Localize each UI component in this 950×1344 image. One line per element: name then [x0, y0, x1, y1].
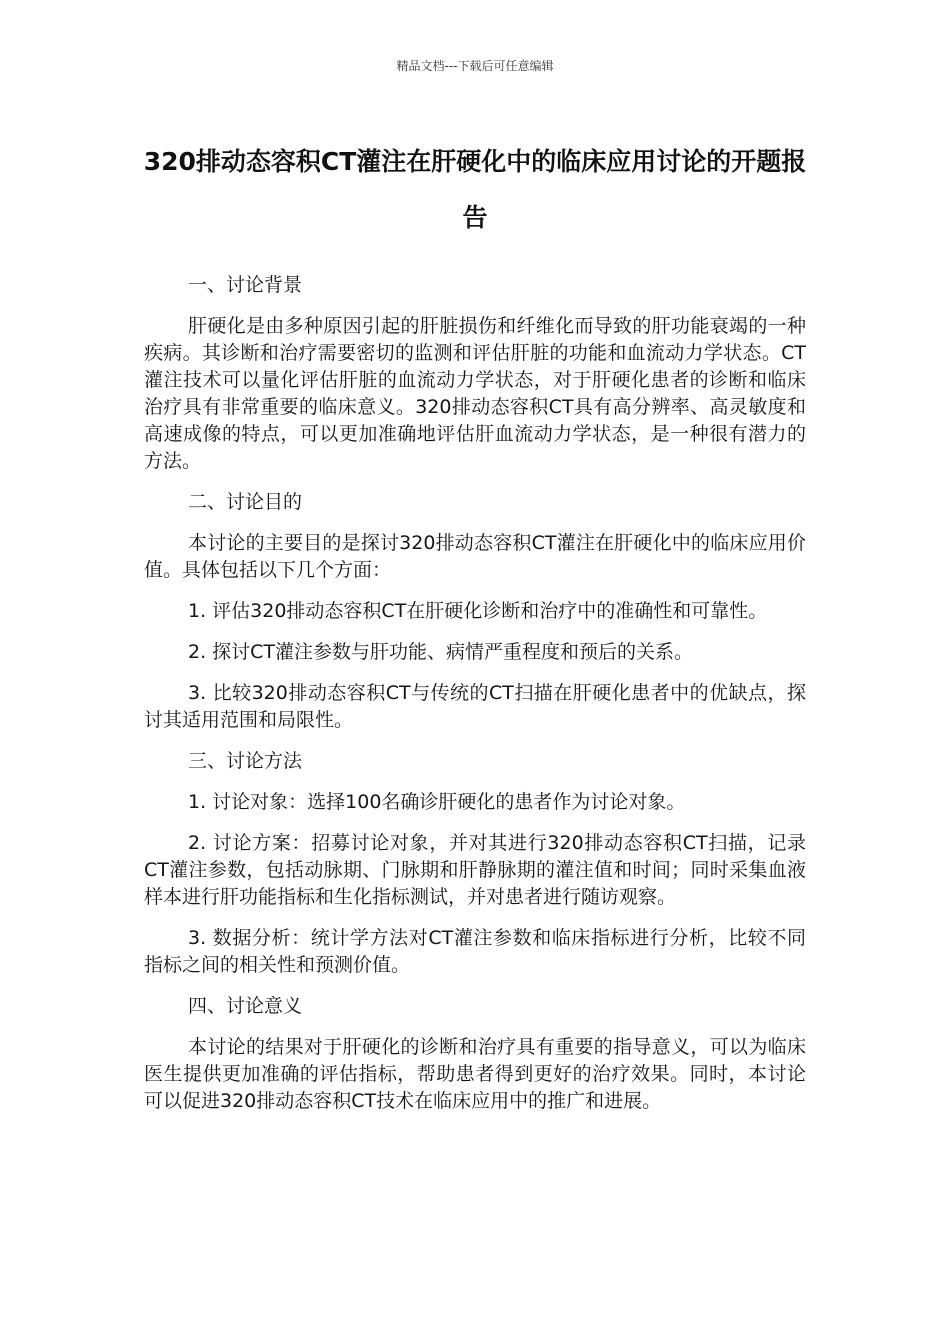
methods-item-3: 3. 数据分析：统计学方法对CT灌注参数和临床指标进行分析，比较不同指标之间的相关性和预测价值。 — [144, 927, 806, 976]
section-heading-purpose: 二、讨论目的 — [188, 491, 303, 513]
methods-item-2: 2. 讨论方案：招募讨论对象，并对其进行320排动态容积CT扫描，记录CT灌注参数，包括动脉期、门脉期和肝静脉期的灌注值和时间；同时采集血液样本进行肝功能指标和生化指标测试，并对患者进行随访观察。 — [144, 832, 806, 908]
section-heading-methods: 三、讨论方法 — [188, 750, 303, 772]
purpose-item-2: 2. 探讨CT灌注参数与肝功能、病情严重程度和预后的关系。 — [188, 641, 694, 663]
document-body — [144, 272, 806, 1129]
methods-item-1: 1. 讨论对象：选择100名确诊肝硬化的患者作为讨论对象。 — [188, 791, 686, 813]
header-note: 精品文档---下载后可任意编辑 — [396, 59, 554, 73]
section-heading-background: 一、讨论背景 — [188, 274, 303, 296]
purpose-item-3: 3. 比较320排动态容积CT与传统的CT扫描在肝硬化患者中的优缺点，探讨其适用范围和局限性。 — [144, 682, 806, 731]
purpose-intro-paragraph: 本讨论的主要目的是探讨320排动态容积CT灌注在肝硬化中的临床应用价值。具体包括以下几个方面： — [144, 532, 806, 581]
background-paragraph: 肝硬化是由多种原因引起的肝脏损伤和纤维化而导致的肝功能衰竭的一种疾病。其诊断和治疗需要密切的监测和评估肝脏的功能和血流动力学状态。CT灌注技术可以量化评估肝脏的血流动力学状态，对于肝硬化患者的诊断和临床治疗具有非常重要的临床意义。320排动态容积CT具有高分辨率、高灵敏度和高速成像的特点，可以更加准确地评估肝血流动力学状态，是一种很有潜力的方法。 — [144, 315, 806, 472]
significance-paragraph: 本讨论的结果对于肝硬化的诊断和治疗具有重要的指导意义，可以为临床医生提供更加准确的评估指标，帮助患者得到更好的治疗效果。同时，本讨论可以促进320排动态容积CT技术在临床应用中的推广和进展。 — [144, 1036, 806, 1112]
section-heading-significance: 四、讨论意义 — [188, 995, 303, 1017]
purpose-item-1: 1. 评估320排动态容积CT在肝硬化诊断和治疗中的准确性和可靠性。 — [188, 600, 768, 622]
document-title: 320排动态容积CT灌注在肝硬化中的临床应用讨论的开题报告 — [143, 147, 807, 232]
